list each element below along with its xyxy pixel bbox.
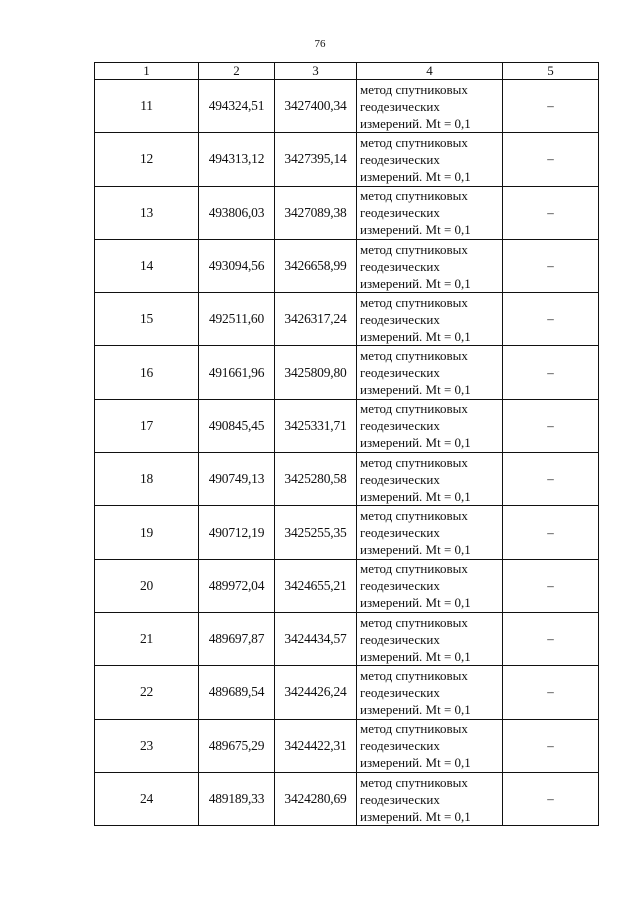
method-text-line: геодезических (360, 258, 440, 274)
y-coordinate-cell: 3427089,38 (275, 186, 357, 239)
note-cell: – (503, 133, 599, 186)
point-number-cell: 22 (95, 666, 199, 719)
method-text-line: геодезических (360, 631, 440, 647)
method-text-line: геодезических (360, 311, 440, 327)
method-cell (357, 506, 503, 559)
method-text-line: геодезических (360, 791, 440, 807)
table-row (95, 772, 599, 825)
x-coordinate-cell: 489972,04 (199, 559, 275, 612)
note-cell: – (503, 719, 599, 772)
method-text-line: измерений. Mt = 0,1 (360, 701, 471, 717)
method-text-line: метод спутниковых (360, 508, 468, 524)
column-header-3: 3 (275, 63, 357, 80)
method-text-line: измерений. Mt = 0,1 (360, 595, 471, 611)
point-number-cell: 12 (95, 133, 199, 186)
table-row (95, 239, 599, 292)
table-header (95, 63, 599, 80)
x-coordinate-cell: 493806,03 (199, 186, 275, 239)
method-cell (357, 719, 503, 772)
method-cell (357, 346, 503, 399)
x-coordinate-cell: 493094,56 (199, 239, 275, 292)
method-cell (357, 612, 503, 665)
point-number-cell: 14 (95, 239, 199, 292)
method-text-line: метод спутниковых (360, 134, 468, 150)
method-text-line: геодезических (360, 98, 440, 114)
y-coordinate-cell: 3425331,71 (275, 399, 357, 452)
method-text-line: метод спутниковых (360, 241, 468, 257)
table-row (95, 293, 599, 346)
y-coordinate-cell: 3426317,24 (275, 293, 357, 346)
header-row (95, 63, 599, 80)
point-number-cell: 21 (95, 612, 199, 665)
method-text-line: геодезических (360, 578, 440, 594)
method-text-line: измерений. Mt = 0,1 (360, 328, 471, 344)
point-number-cell: 18 (95, 453, 199, 506)
point-number-cell: 11 (95, 80, 199, 133)
note-cell: – (503, 612, 599, 665)
point-number-cell: 15 (95, 293, 199, 346)
method-text-line: метод спутниковых (360, 294, 468, 310)
method-text-line: геодезических (360, 418, 440, 434)
method-text-line: метод спутниковых (360, 454, 468, 470)
y-coordinate-cell: 3424434,57 (275, 612, 357, 665)
method-text-line: метод спутниковых (360, 348, 468, 364)
method-text-line: измерений. Mt = 0,1 (360, 808, 471, 824)
method-text-line: измерений. Mt = 0,1 (360, 168, 471, 184)
x-coordinate-cell: 492511,60 (199, 293, 275, 346)
method-text-line: метод спутниковых (360, 667, 468, 683)
table-body (95, 80, 599, 826)
table-row (95, 453, 599, 506)
method-cell (357, 239, 503, 292)
note-cell: – (503, 666, 599, 719)
point-number-cell: 17 (95, 399, 199, 452)
table-row (95, 133, 599, 186)
method-cell (357, 666, 503, 719)
point-number-cell: 13 (95, 186, 199, 239)
y-coordinate-cell: 3427395,14 (275, 133, 357, 186)
method-cell (357, 772, 503, 825)
method-text-line: измерений. Mt = 0,1 (360, 115, 471, 131)
note-cell: – (503, 559, 599, 612)
note-cell: – (503, 346, 599, 399)
column-header-4: 4 (357, 63, 503, 80)
method-text-line: метод спутниковых (360, 81, 468, 97)
method-text-line: метод спутниковых (360, 614, 468, 630)
point-number-cell: 20 (95, 559, 199, 612)
point-number-cell: 19 (95, 506, 199, 559)
y-coordinate-cell: 3424426,24 (275, 666, 357, 719)
method-cell (357, 80, 503, 133)
method-cell (357, 453, 503, 506)
table-row (95, 666, 599, 719)
point-number-cell: 23 (95, 719, 199, 772)
table-row (95, 506, 599, 559)
x-coordinate-cell: 490712,19 (199, 506, 275, 559)
method-text-line: геодезических (360, 684, 440, 700)
method-text-line: метод спутниковых (360, 774, 468, 790)
method-text-line: геодезических (360, 738, 440, 754)
column-header-1: 1 (95, 63, 199, 80)
table-row (95, 346, 599, 399)
y-coordinate-cell: 3424280,69 (275, 772, 357, 825)
note-cell: – (503, 453, 599, 506)
table-row (95, 719, 599, 772)
method-text-line: измерений. Mt = 0,1 (360, 542, 471, 558)
page-number: 76 (314, 38, 326, 50)
method-text-line: измерений. Mt = 0,1 (360, 435, 471, 451)
column-header-5: 5 (503, 63, 599, 80)
y-coordinate-cell: 3426658,99 (275, 239, 357, 292)
y-coordinate-cell: 3425255,35 (275, 506, 357, 559)
method-cell (357, 559, 503, 612)
x-coordinate-cell: 494324,51 (199, 80, 275, 133)
y-coordinate-cell: 3424422,31 (275, 719, 357, 772)
table-row (95, 186, 599, 239)
x-coordinate-cell: 489689,54 (199, 666, 275, 719)
x-coordinate-cell: 490749,13 (199, 453, 275, 506)
method-text-line: метод спутниковых (360, 721, 468, 737)
table-row (95, 80, 599, 133)
method-text-line: измерений. Mt = 0,1 (360, 222, 471, 238)
point-number-cell: 16 (95, 346, 199, 399)
note-cell: – (503, 186, 599, 239)
y-coordinate-cell: 3425809,80 (275, 346, 357, 399)
x-coordinate-cell: 491661,96 (199, 346, 275, 399)
note-cell: – (503, 80, 599, 133)
method-cell (357, 293, 503, 346)
method-text-line: измерений. Mt = 0,1 (360, 382, 471, 398)
table-row (95, 399, 599, 452)
x-coordinate-cell: 489189,33 (199, 772, 275, 825)
x-coordinate-cell: 489697,87 (199, 612, 275, 665)
note-cell: – (503, 506, 599, 559)
y-coordinate-cell: 3425280,58 (275, 453, 357, 506)
note-cell: – (503, 772, 599, 825)
x-coordinate-cell: 489675,29 (199, 719, 275, 772)
note-cell: – (503, 239, 599, 292)
method-text-line: геодезических (360, 205, 440, 221)
x-coordinate-cell: 490845,45 (199, 399, 275, 452)
method-text-line: измерений. Mt = 0,1 (360, 755, 471, 771)
note-cell: – (503, 293, 599, 346)
method-cell (357, 399, 503, 452)
method-text-line: измерений. Mt = 0,1 (360, 648, 471, 664)
x-coordinate-cell: 494313,12 (199, 133, 275, 186)
method-text-line: метод спутниковых (360, 561, 468, 577)
table-row (95, 612, 599, 665)
method-cell (357, 133, 503, 186)
method-text-line: геодезических (360, 471, 440, 487)
y-coordinate-cell: 3424655,21 (275, 559, 357, 612)
method-text-line: геодезических (360, 525, 440, 541)
method-text-line: измерений. Mt = 0,1 (360, 488, 471, 504)
method-text-line: метод спутниковых (360, 188, 468, 204)
column-header-2: 2 (199, 63, 275, 80)
method-text-line: геодезических (360, 365, 440, 381)
method-cell (357, 186, 503, 239)
point-number-cell: 24 (95, 772, 199, 825)
coordinates-table (94, 62, 599, 826)
note-cell: – (503, 399, 599, 452)
y-coordinate-cell: 3427400,34 (275, 80, 357, 133)
method-text-line: геодезических (360, 151, 440, 167)
method-text-line: измерений. Mt = 0,1 (360, 275, 471, 291)
table-row (95, 559, 599, 612)
method-text-line: метод спутниковых (360, 401, 468, 417)
